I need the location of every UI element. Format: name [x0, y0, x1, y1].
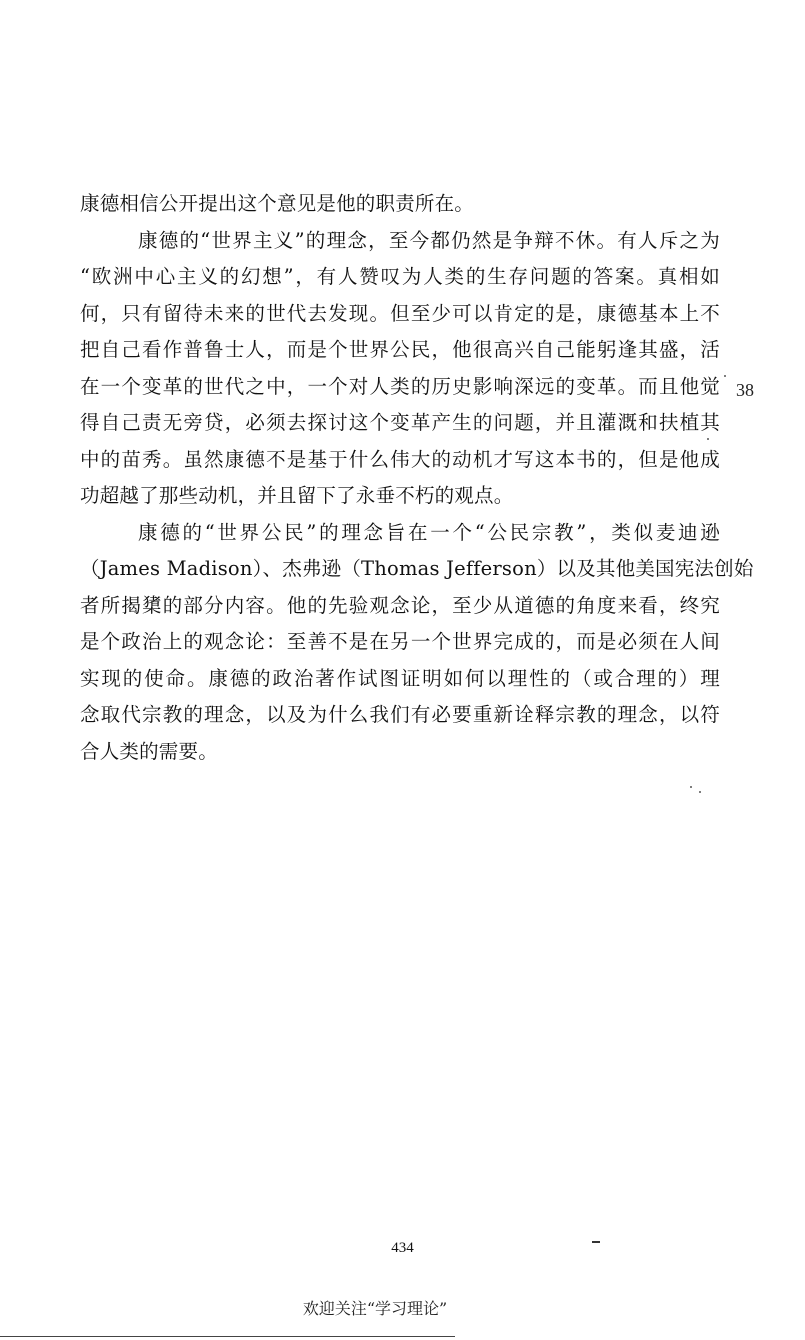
footer-note: 欢迎关注“学习理论” — [302, 1299, 448, 1318]
bottom-rule — [0, 1336, 455, 1337]
text-line: 康德相信公开提出这个意见是他的职责所在。 — [80, 192, 475, 215]
text-line: “欧洲中心主义的幻想”，有人赞叹为人类的生存问题的答案。真相如 — [80, 265, 720, 288]
text-line: 念取代宗教的理念，以及为什么我们有必要重新诠释宗教的理念，以符 — [80, 703, 720, 726]
text-line: 合人类的需要。 — [80, 739, 218, 763]
scan-speck — [724, 375, 726, 377]
scan-mark — [592, 1241, 600, 1243]
scan-speck — [690, 786, 692, 788]
text-line: 者所揭橥的部分内容。他的先验观念论，至少从道德的角度来看，终究 — [80, 593, 720, 617]
text-line: 把自己看作普鲁士人，而是个世界公民，他很高兴自己能躬逢其盛，活 — [80, 338, 720, 361]
scan-speck — [707, 438, 709, 440]
page-number: 434 — [391, 1240, 414, 1256]
text-line: 功超越了那些动机，并且留下了永垂不朽的观点。 — [80, 484, 514, 507]
margin-page-reference: 38 — [736, 380, 754, 400]
text-line: 中的苗秀。虽然康德不是基于什么伟大的动机才写这本书的，但是他成 — [80, 447, 720, 471]
text-line: 何，只有留待未来的世代去发现。但至少可以肯定的是，康德基本上不 — [80, 301, 720, 325]
text-line: （James Madison）、杰弗逊（Thomas Jefferson）以及其他美国宪法创始 — [80, 557, 754, 580]
scan-speck — [699, 791, 701, 793]
text-line: 得自己责无旁贷，必须去探讨这个变革产生的问题，并且灌溉和扶植其 — [80, 411, 720, 434]
text-line: 实现的使命。康德的政治著作试图证明如何以理性的（或合理的）理 — [80, 666, 720, 690]
paragraph-start-line: 康德的“世界公民”的理念旨在一个“公民宗教”，类似麦迪逊 — [138, 520, 720, 544]
paragraph-start-line: 康德的“世界主义”的理念，至今都仍然是争辩不休。有人斥之为 — [138, 228, 720, 252]
text-line: 是个政治上的观念论：至善不是在另一个世界完成的，而是必须在人间 — [80, 630, 720, 653]
text-line: 在一个变革的世代之中，一个对人类的历史影响深远的变革。而且他觉 — [80, 374, 720, 398]
